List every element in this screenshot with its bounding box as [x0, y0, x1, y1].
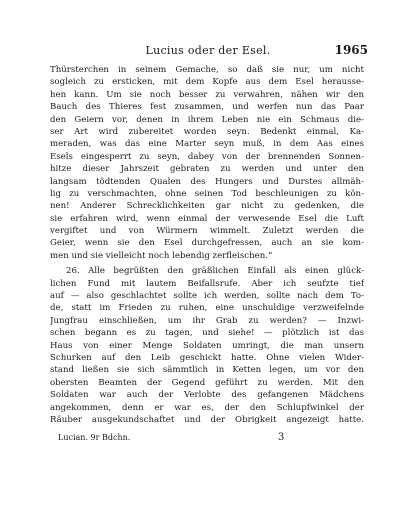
page-number: 1965 [334, 43, 368, 57]
body-text [50, 64, 364, 426]
text-line: ser Art wird zubereitet worden seyn. Bedenkt einmal, Ka- [50, 126, 364, 137]
text-line: meraden, was das eine Marter seyn muß, in dem Aas eines [50, 139, 364, 150]
text-line: hitze dieser Jahrszeit gebraten zu werden und unter den [50, 164, 364, 175]
text-line: men und sie vielleicht noch lebendig zerfleischen.“ [50, 250, 273, 261]
page-footer [58, 433, 348, 445]
signature-mark: Lucian. 9r Bdchn. [58, 433, 131, 442]
page-header [48, 44, 368, 60]
running-head: Lucius oder der Esel. [145, 44, 271, 57]
paragraph-1 [50, 64, 364, 262]
text-line: schen begann es zu tagen, und siehe! — plötzlich ist das [50, 328, 364, 339]
text-line: den Geiern vor, denen in ihrem Leben nie ein Schmaus die- [50, 114, 364, 125]
text-line: vergiftet und von Würmern wimmelt. Zuletzt werden die [50, 226, 364, 237]
text-line: Schurken auf den Leib geschickt hatte. Ohne vielen Wider- [50, 352, 364, 363]
text-line: Esels eingesperrt zu seyn, dabey von der brennenden Sonnen- [50, 151, 364, 162]
text-line: obersten Beamten der Gegend geführt zu werden. Mit den [50, 377, 364, 388]
text-line: Soldaten war auch der Verlobte des gefangenen Mädchens [50, 390, 364, 401]
text-line: Bauch des Thieres fest zusammen, und werfen nun das Paar [50, 102, 364, 113]
text-line: Räuber ausgekundschaftet und der Obrigkeit angezeigt hatte. [50, 414, 364, 425]
text-line: lig zu verschmachten, ohne seinen Tod beschleunigen zu kön- [50, 188, 364, 199]
gathering-number: 3 [278, 432, 285, 443]
text-line: sogleich zu ersticken, mit dem Kopfe aus dem Esel herausse- [50, 77, 364, 88]
text-line: stand ließen sie sich sämmtlich in Ketten legen, um vor den [50, 365, 364, 376]
text-line: langsam tödtenden Qualen des Hungers und Durstes allmäh- [50, 176, 364, 187]
text-line: Haus von einer Menge Soldaten umringt, die man unsern [50, 340, 364, 351]
text-line: lichen Fund mit lautem Beifallsrufe. Aber ich seufzte tief [50, 278, 364, 289]
paragraph-2 [50, 265, 364, 426]
text-line: sie erfahren wird, wenn einmal der verwesende Esel die Luft [50, 213, 364, 224]
text-line: angekommen, denn er war es, der den Schlupfwinkel der [50, 402, 364, 413]
text-line: Jungfrau einschließen, um ihr Grab zu werden? — Inzwi- [50, 315, 364, 326]
text-line: de, statt im Frieden zu ruhen, eine unschuldige verzweifelnde [50, 303, 364, 314]
text-line: nen! Anderer Schrecklichkeiten gar nicht zu gedenken, die [50, 201, 364, 212]
text-line: auf — also geschlachtet sollte ich werden, sollte nach dem To- [50, 291, 364, 302]
text-line: 26. Alle begrüßten den gräßlichen Einfall als einen glück- [66, 266, 364, 277]
text-line: hen kann. Um sie noch besser zu verwahren, nähen wir den [50, 89, 364, 100]
text-line: Thürsterchen in seinem Gemache, so daß sie nur, um nicht [50, 65, 364, 75]
text-line: Geier, wenn sie den Esel durchgefressen, auch an sie kom- [50, 238, 364, 249]
